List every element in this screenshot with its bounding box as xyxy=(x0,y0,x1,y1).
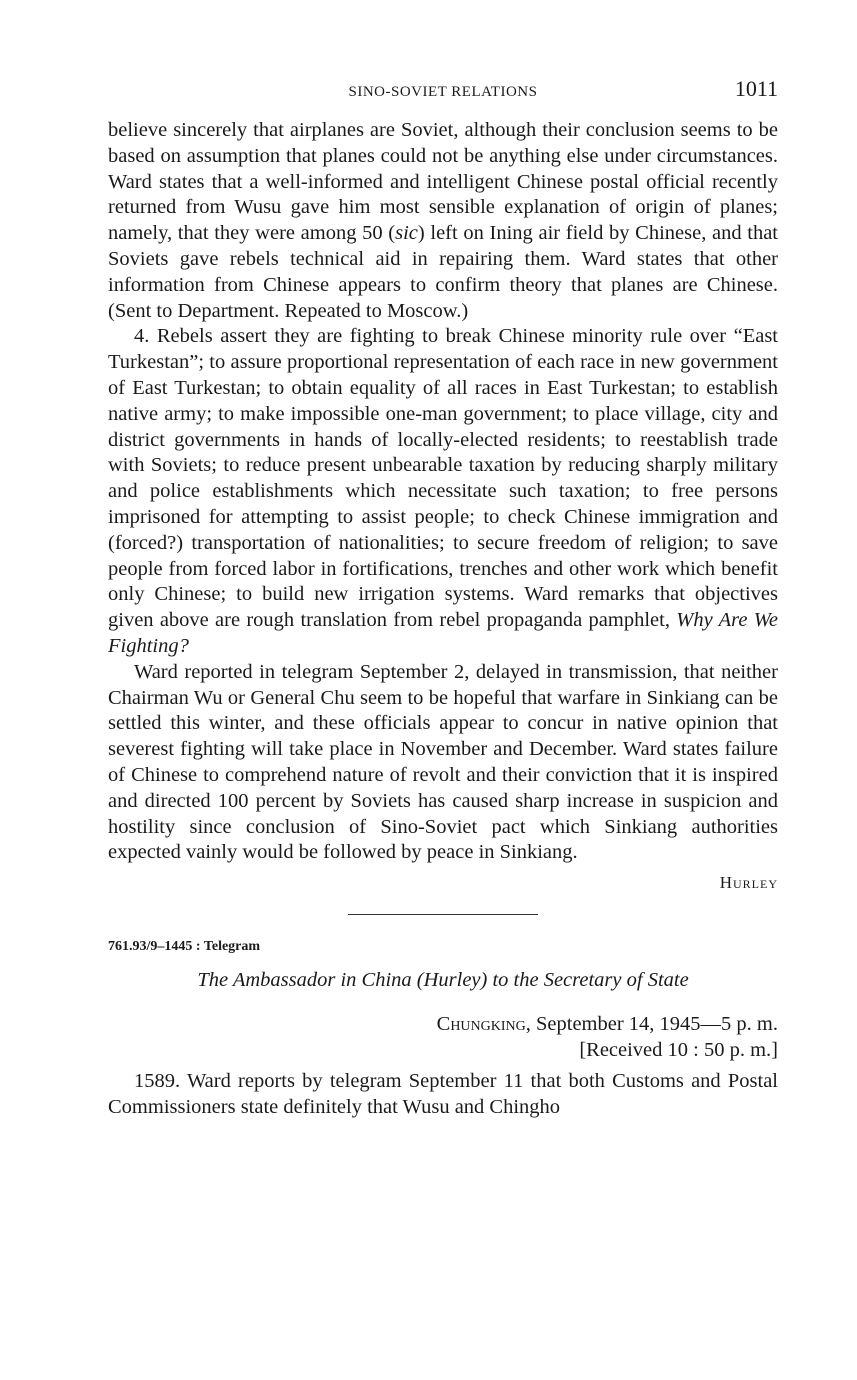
dateline-place: Chungking xyxy=(436,1013,526,1036)
paragraph-text-continued: ) left on Ining air field by Chinese, and that Soviets gave rebels technical aid in repairing them. Ward states that other information from Chinese appears to confirm theory that planes are Chinese. (Sent to Department. Repeated to Moscow.) xyxy=(108,222,778,322)
signature-hurley: Hurley xyxy=(719,873,778,893)
paragraph-text: 4. Rebels assert they are fighting to break Chinese minority rule over “East Turkestan”; to assure proportional representation of each race in new government of East Turkestan; to obtain equality of all races in East Turkestan; to establish native army; to make impossible one-man government; to place village, city and district governments in hands of locally-elected residents; to reestablish trade with Soviets; to reduce present unbearable taxation by reducing sharply military and police establishments which necessitate such taxation; to free persons imprisoned for attempting to assist people; to check Chinese immigration and (forced?) transportation of nationalities; to secure freedom of religion; to save people from forced labor in fortifications, trenches and other work which benefit only Chinese; to build new irrigation systems. Ward remarks that objectives given above are rough translation from rebel propaganda pamphlet, xyxy=(108,325,778,632)
received-time: [Received 10 : 50 p. m.] xyxy=(579,1039,778,1062)
sic-annotation: sic xyxy=(395,222,418,245)
paragraph-text: Ward reported in telegram September 2, delayed in transmission, that neither Chairman Wu or General Chu seem to be hopeful that warfare in Sinkiang can be settled this winter, and these officials appear to concur in native opinion that severest fighting will take place in November and December. Ward states failure of Chinese to comprehend nature of revolt and their conviction that it is inspired and directed 100 percent by Soviets has caused sharp increase in suspicion and hostility since conclusion of Sino-Soviet pact which Sinkiang authorities expected vainly would be followed by peace in Sinkiang. xyxy=(108,660,778,864)
pamphlet-title: Why Are We Fighting? xyxy=(108,609,778,657)
running-title: SINO-SOVIET RELATIONS xyxy=(348,84,538,100)
dateline-date: , September 14, 1945—5 p. m. xyxy=(525,1013,778,1036)
dateline xyxy=(108,1011,778,1037)
document-title: The Ambassador in China (Hurley) to the Secretary of State xyxy=(197,969,689,992)
file-reference: 761.93/9–1445 : Telegram xyxy=(108,939,261,955)
document-page xyxy=(108,76,778,1121)
paragraph-telegram-1589 xyxy=(108,1069,778,1121)
paragraph-planes-origin xyxy=(108,118,778,324)
paragraph-rebel-objectives xyxy=(108,324,778,659)
running-header xyxy=(108,76,778,108)
paragraph-text: 1589. Ward reports by telegram September 11 that both Customs and Postal Commissioners state definitely that Wusu and Chingho xyxy=(108,1070,778,1118)
paragraph-ward-report xyxy=(108,660,778,866)
page-number: 1011 xyxy=(734,76,778,101)
section-divider xyxy=(348,914,538,915)
paragraph-text: believe sincerely that airplanes are Soviet, although their conclusion seems to be based on assumption that planes could not be anything else under circumstances. Ward states that a well-informed and intelligent Chinese postal official recently returned from Wusu gave him most sensible explanation of origin of planes; namely, that they were among 50 ( xyxy=(108,119,778,245)
